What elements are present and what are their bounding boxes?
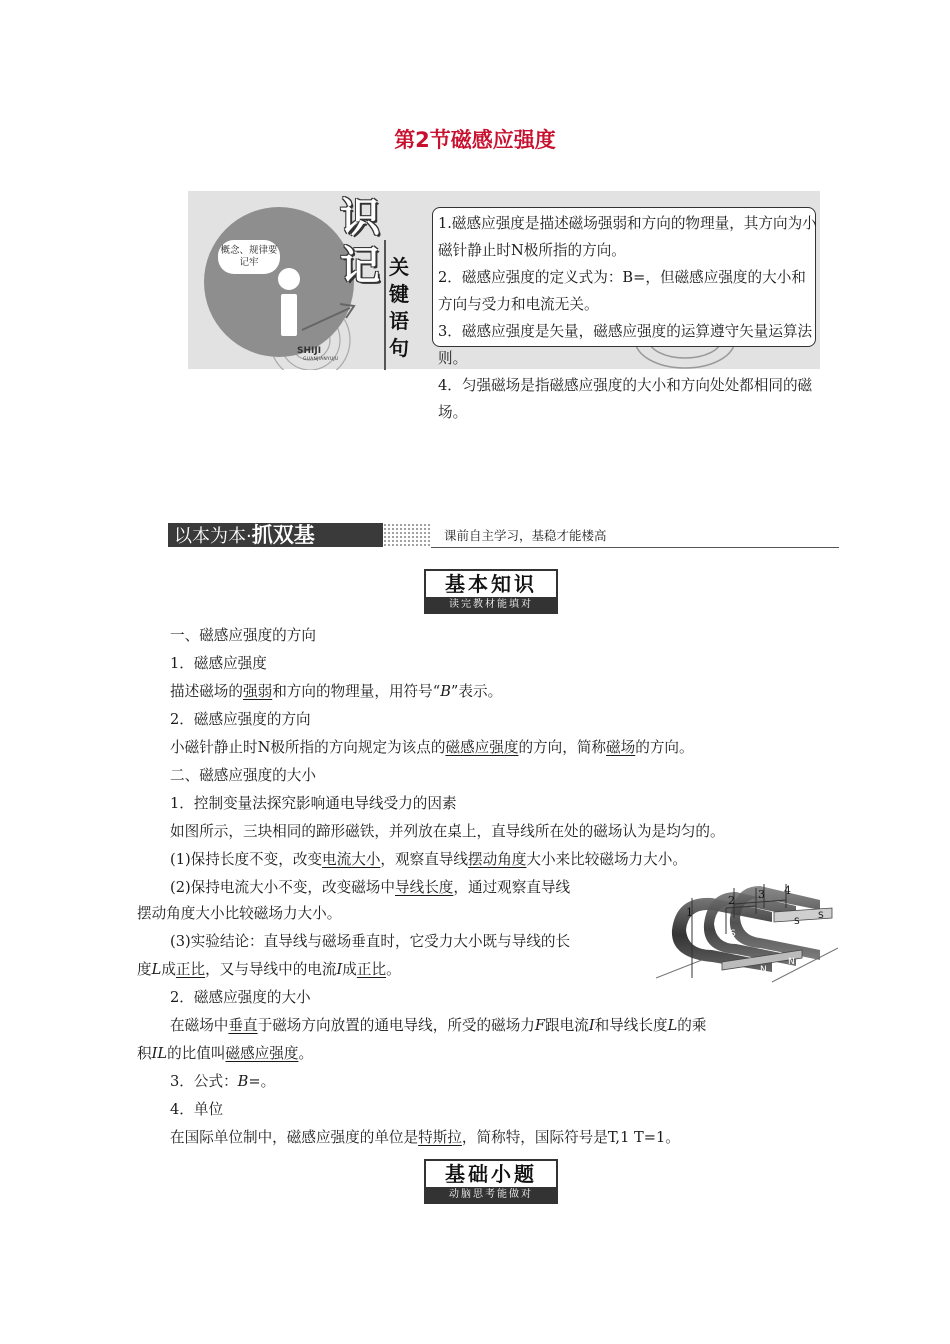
person-body-icon bbox=[281, 294, 297, 336]
section-banner-subtitle: 课前自主学习，基稳才能楼高 bbox=[444, 528, 607, 543]
label-main-text: 基本知识 bbox=[445, 572, 537, 596]
content-block-2 bbox=[170, 928, 570, 956]
answer-blank: 磁场 bbox=[606, 739, 636, 756]
key-sentence: 2．磁感应强度的定义式为：B=，但磁感应强度的大小和方向与受力和电流无关。 bbox=[438, 269, 806, 313]
banner-title-part: 以本为本· bbox=[174, 526, 252, 547]
answer-blank: 正比 bbox=[356, 961, 387, 978]
subsection-heading: 2．磁感应强度的大小 bbox=[170, 989, 311, 1006]
arrow-icon bbox=[300, 298, 362, 338]
pole-s-1: S bbox=[730, 929, 736, 939]
paragraph: 小磁针静止时N极所指的方向规定为该点的磁感应强度的方向，简称磁场的方向。 bbox=[170, 739, 694, 756]
pole-n-1: N bbox=[730, 971, 737, 981]
big-char-shi: 识 bbox=[340, 195, 380, 241]
pole-n-3: N bbox=[788, 957, 795, 967]
paragraph: 在国际单位制中，磁感应强度的单位是特斯拉，简称特，国际符号是T,1 T=1。 bbox=[170, 1129, 680, 1146]
content-block bbox=[170, 622, 725, 902]
paragraph: (3)实验结论：直导线与磁场垂直时，它受力大小既与导线的长 bbox=[170, 933, 571, 950]
vertical-label: 关键语句 bbox=[389, 255, 409, 360]
wire-label-3: 3 bbox=[758, 888, 765, 901]
logo-subtext: GUANJIANYUJU bbox=[303, 357, 339, 362]
key-sentence: 1.磁感应强度是描述磁场强弱和方向的物理量，其方向为小磁针静止时N极所指的方向。 bbox=[438, 215, 817, 259]
label-basic-knowledge bbox=[424, 569, 558, 614]
label-sub-text: 读完教材能填对 bbox=[426, 597, 556, 612]
wire-label-4: 4 bbox=[784, 884, 791, 897]
person-head-icon bbox=[278, 268, 300, 290]
answer-blank: 正比 bbox=[175, 961, 206, 978]
pole-n-2: N bbox=[760, 965, 767, 975]
answer-blank: 磁感应强度 bbox=[445, 739, 519, 756]
banner-underline bbox=[431, 547, 839, 548]
section-heading: 一、磁感应强度的方向 bbox=[170, 627, 316, 644]
answer-blank: 导线长度 bbox=[395, 879, 454, 896]
subsection-heading: 2．磁感应强度的方向 bbox=[170, 711, 311, 728]
subsection-heading: 4．单位 bbox=[170, 1101, 224, 1118]
answer-blank: 磁感应强度 bbox=[225, 1045, 299, 1062]
content-block-wrap-3 bbox=[137, 1040, 313, 1068]
key-sentence: 4．匀强磁场是指磁感应强度的大小和方向处处都相同的磁场。 bbox=[438, 377, 813, 421]
paragraph-continued: 度L成正比，又与导线中的电流I成正比。 bbox=[137, 961, 401, 978]
paragraph: 在磁场中垂直于磁场方向放置的通电导线，所受的磁场力F跟电流I和导线长度L的乘 bbox=[170, 1017, 707, 1034]
section-banner-title bbox=[168, 523, 383, 547]
subsection-heading: 1．磁感应强度 bbox=[170, 655, 267, 672]
banner-title-strong: 抓双基 bbox=[251, 523, 315, 547]
answer-blank: 特斯拉 bbox=[418, 1129, 462, 1146]
content-block-wrap-2 bbox=[137, 956, 401, 984]
answer-blank: 摆动角度 bbox=[468, 851, 527, 868]
wire-label-2: 2 bbox=[728, 894, 735, 907]
paragraph: (2)保持电流大小不变，改变磁场中导线长度，通过观察直导线 bbox=[170, 879, 571, 896]
label-main-text: 基础小题 bbox=[445, 1162, 537, 1186]
paragraph: 描述磁场的强弱和方向的物理量，用符号“B”表示。 bbox=[170, 683, 503, 700]
pole-s-2: S bbox=[762, 923, 768, 933]
banner-divider bbox=[384, 240, 386, 370]
speech-bubble: 概念、规律要记牢 bbox=[218, 240, 280, 274]
banner-dots-decoration bbox=[383, 523, 431, 547]
big-char-ji: 记 bbox=[340, 243, 380, 289]
logo-text: SHIJI bbox=[297, 346, 322, 356]
content-block-wrap bbox=[137, 900, 341, 928]
label-basic-questions bbox=[424, 1159, 558, 1204]
label-sub-text: 动脑思考能做对 bbox=[426, 1187, 556, 1202]
key-sentences-list bbox=[438, 210, 818, 426]
content-block-4 bbox=[170, 1068, 680, 1152]
pole-s-4: S bbox=[818, 911, 824, 921]
answer-blank: 垂直 bbox=[228, 1017, 258, 1034]
subsection-heading: 3．公式：B=。 bbox=[170, 1073, 276, 1090]
paragraph-continued: 积IL的比值叫磁感应强度。 bbox=[137, 1045, 314, 1062]
subsection-heading: 1．控制变量法探究影响通电导线受力的因素 bbox=[170, 795, 457, 812]
horseshoe-magnet-figure bbox=[652, 878, 840, 988]
paragraph-continued: 摆动角度大小比较磁场力大小。 bbox=[137, 905, 342, 922]
section-heading: 二、磁感应强度的大小 bbox=[170, 767, 316, 784]
key-sentence: 3．磁感应强度是矢量，磁感应强度的运算遵守矢量运算法则。 bbox=[438, 323, 813, 367]
page-title: 第2节磁感应强度 bbox=[394, 128, 556, 152]
content-block-3 bbox=[170, 984, 706, 1040]
answer-blank: 强弱 bbox=[242, 683, 273, 700]
answer-blank: 电流大小 bbox=[322, 851, 381, 868]
paragraph: (1)保持长度不变，改变电流大小，观察直导线摆动角度大小来比较磁场力大小。 bbox=[170, 851, 687, 868]
wire-label-1: 1 bbox=[686, 906, 693, 919]
pole-s-3: S bbox=[794, 917, 800, 927]
paragraph: 如图所示，三块相同的蹄形磁铁，并列放在桌上，直导线所在处的磁场认为是均匀的。 bbox=[170, 823, 725, 840]
